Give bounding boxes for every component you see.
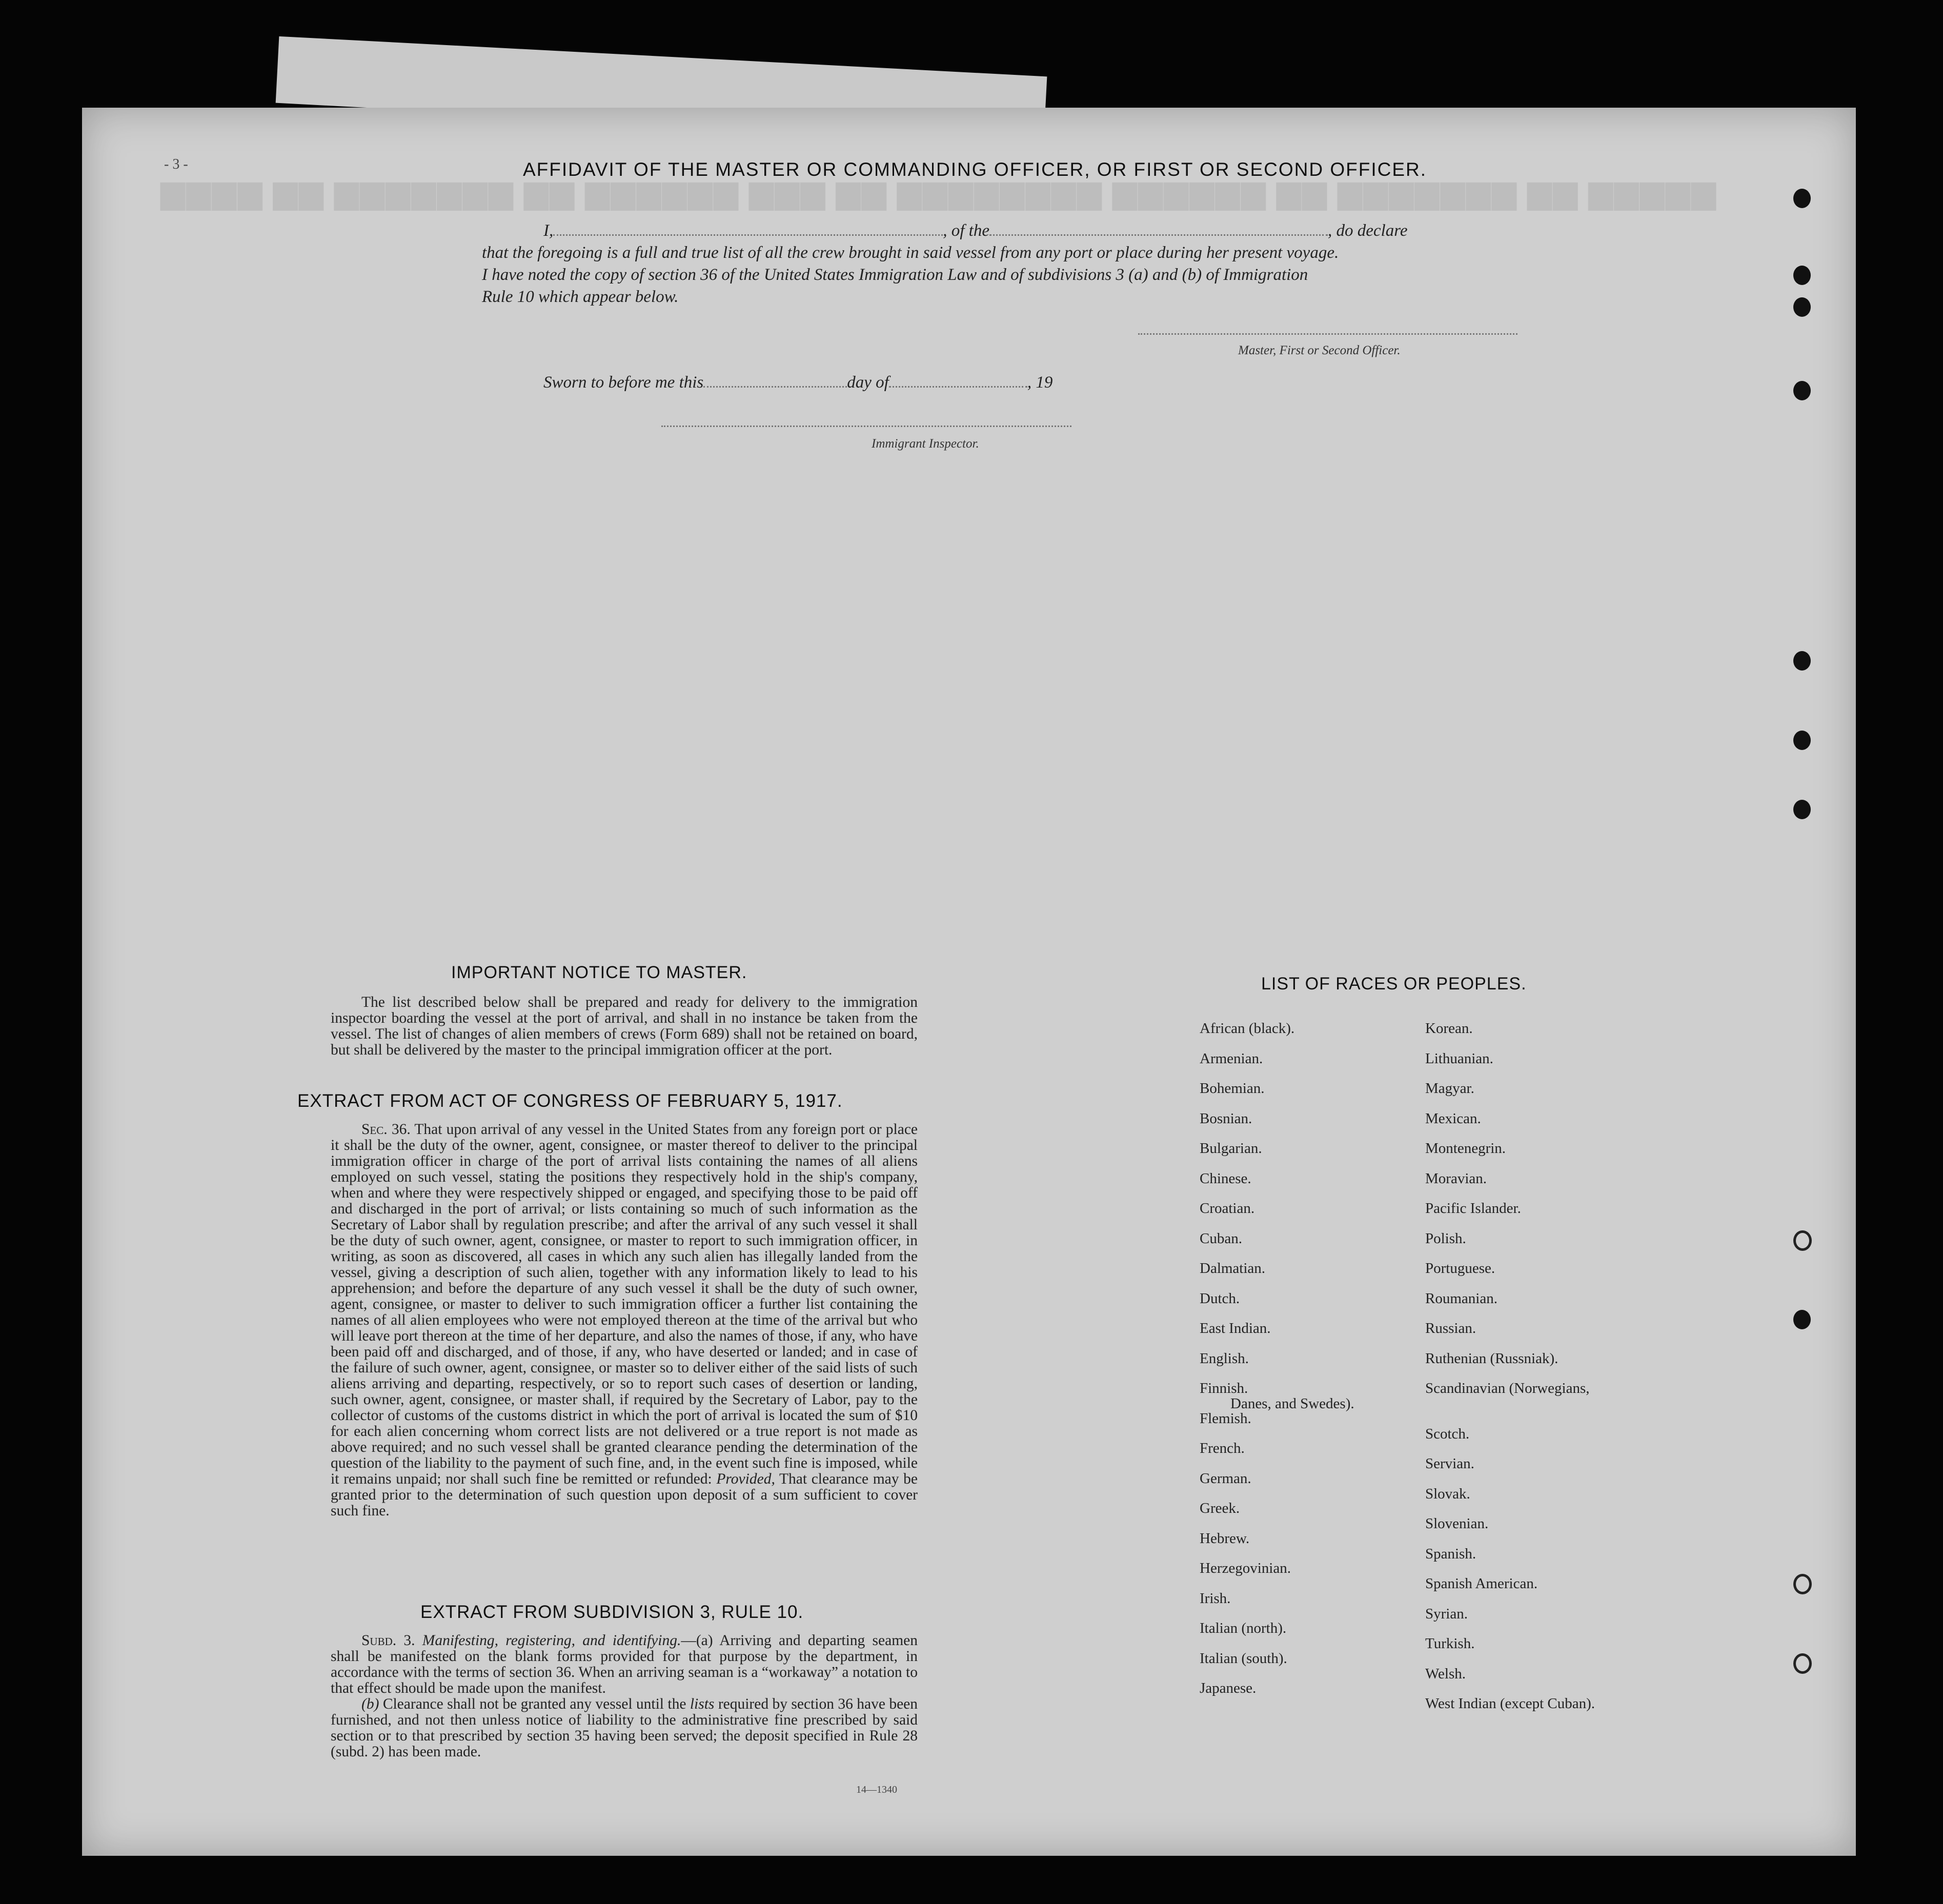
manifest-page <box>82 108 1856 1856</box>
race-item: Hebrew. <box>1200 1530 1250 1547</box>
race-item: Finnish. <box>1200 1380 1248 1396</box>
race-item: Bohemian. <box>1200 1080 1265 1097</box>
subd-label: Subd. 3. <box>361 1632 415 1649</box>
year-prefix: , 19 <box>1027 373 1053 392</box>
sworn-day-blank <box>703 386 847 388</box>
race-item: Polish. <box>1425 1230 1466 1247</box>
of-the-label: , of the <box>943 221 989 240</box>
race-item: Greek. <box>1200 1500 1240 1516</box>
race-item: Slovak. <box>1425 1485 1470 1502</box>
affidavit-line-1 <box>543 221 1407 240</box>
race-item: Herzegovinian. <box>1200 1560 1291 1576</box>
form-number: 14—1340 <box>856 1784 897 1795</box>
para-b-label: (b) <box>361 1696 379 1712</box>
punch-hole <box>1793 1310 1811 1329</box>
race-item: Irish. <box>1200 1590 1231 1607</box>
declarant-prefix: I, <box>543 221 554 240</box>
punch-hole <box>1793 1574 1812 1594</box>
race-item: Spanish. <box>1425 1545 1476 1562</box>
inspector-signature-label: Immigrant Inspector. <box>872 437 979 451</box>
punch-hole <box>1793 731 1811 750</box>
race-item: Scotch. <box>1425 1425 1470 1442</box>
proviso-text: That clearance may be granted prior to the determination of such question upon deposit of a sum sufficient to cover such fine. <box>331 1471 918 1519</box>
sworn-month-blank <box>889 386 1027 388</box>
declarant-name-blank <box>553 234 943 236</box>
affidavit-line-4: Rule 10 which appear below. <box>482 288 679 306</box>
race-item: Roumanian. <box>1425 1290 1497 1307</box>
para-b-text-2: required by section 36 have been furnished, and not then unless notice of liability to the administrative fine prescribed by said section or to that prescribed by section 35 having been served; the deposit specified in Rule 28 (subd. 2) has been made. <box>331 1696 918 1760</box>
race-item: Servian. <box>1425 1455 1474 1472</box>
race-item: Japanese. <box>1200 1680 1257 1696</box>
master-signature-line <box>1138 333 1517 335</box>
punch-hole <box>1793 1653 1812 1674</box>
rule-extract-text <box>331 1633 918 1760</box>
race-item: Croatian. <box>1200 1200 1255 1217</box>
race-item: Mexican. <box>1425 1110 1481 1127</box>
race-item: West Indian (except Cuban). <box>1425 1695 1595 1712</box>
race-item: Armenian. <box>1200 1050 1263 1067</box>
race-item: Welsh. <box>1425 1665 1466 1682</box>
race-item: Montenegrin. <box>1425 1140 1506 1157</box>
sworn-line <box>543 373 1053 392</box>
race-item: Korean. <box>1425 1020 1473 1037</box>
race-item: Italian (south). <box>1200 1650 1287 1667</box>
race-item: Chinese. <box>1200 1170 1251 1187</box>
race-item: Pacific Islander. <box>1425 1200 1521 1217</box>
race-item: Turkish. <box>1425 1635 1475 1652</box>
race-item: Cuban. <box>1200 1230 1242 1247</box>
race-item: Dalmatian. <box>1200 1260 1266 1277</box>
vessel-name-blank <box>989 234 1328 236</box>
race-item: Slovenian. <box>1425 1515 1489 1532</box>
race-item: Magyar. <box>1425 1080 1474 1097</box>
race-item: Scandinavian (Norwegians, <box>1425 1380 1590 1396</box>
sworn-label: Sworn to before me this <box>543 373 704 392</box>
punch-hole <box>1793 297 1811 317</box>
race-item: French. <box>1200 1440 1245 1456</box>
act-extract-text <box>331 1122 918 1519</box>
page-number: - 3 - <box>164 156 188 172</box>
race-item: Lithuanian. <box>1425 1050 1493 1067</box>
race-item: Flemish. <box>1200 1410 1251 1427</box>
punch-hole <box>1793 189 1811 208</box>
races-list <box>1200 1020 1764 1712</box>
race-item: Bosnian. <box>1200 1110 1252 1127</box>
para-b-lists: lists <box>690 1696 715 1712</box>
punch-hole <box>1793 800 1811 819</box>
section-label: Sec. 36. <box>361 1121 411 1138</box>
race-item: Moravian. <box>1425 1170 1487 1187</box>
rule-extract-title: EXTRACT FROM SUBDIVISION 3, RULE 10. <box>420 1602 804 1622</box>
punch-hole <box>1793 651 1811 671</box>
race-item: Bulgarian. <box>1200 1140 1262 1157</box>
inspector-signature-line <box>661 426 1071 427</box>
races-title: LIST OF RACES OR PEOPLES. <box>1261 974 1527 994</box>
subd-heading: Manifesting, registering, and identifying. <box>422 1632 681 1649</box>
do-declare-label: , do declare <box>1327 221 1408 240</box>
para-a-text: Arriving and departing seamen shall be manifested on the blank forms provided for that purpose by the department, in accordance with the terms of section 36. When an arriving seaman is a “workaway” a notation to that effect should be made upon the manifest. <box>331 1632 918 1696</box>
section-text: That upon arrival of any vessel in the United States from any foreign port or place it shall be the duty of the owner, agent, consignee, or master thereof to deliver to the principal immigration officer in charge of the port of arrival lists containing the names of all aliens employed on such vessel, stating the positions they respectively hold in the ship's company, when and where they were respectively shipped or engaged, and specifying those to be paid off and discharged in the port of arrival; or lists containing so much of such information as the Secretary of Labor shall by regulation prescribe; and after the arrival of any such vessel it shall be the duty of such owner, agent, consignee, or master to report to such immigration officer, in writing, as soon as discovered, all cases in which any such alien has illegally landed from the vessel, giving a description of such alien, together with any information likely to lead to his apprehension; and before the departure of any such vessel it shall be the duty of such owner, agent, consignee, or master to deliver to such immigration officer a further list containing the names of all alien employees who were not employed thereon at the time of the arrival but who will leave port thereon at the time of her departure, and also the names of those, if any, who have been paid off and discharged, and of those, if any, who have deserted or landed; and in case of the failure of such owner, agent, consignee, or master so to deliver either of the said lists of such aliens arriving and departing, respectively, or so to report such cases of desertion or landing, such owner, agent, consignee, or master shall, if required by the Secretary of Labor, pay to the collector of customs of the customs district in which the port of arrival is located the sum of $10 for each alien concerning whom correct lists are not delivered or a true report is not made as above required; and no such vessel shall be granted clearance pending the determination of the question of the liability to the payment of such fine, and, in the event such fine is imposed, while it remains unpaid; nor shall such fine be remitted or refunded: <box>331 1121 918 1487</box>
affidavit-line-2: that the foregoing is a full and true list of all the crew brought in said vessel from any port or place during her present voyage. <box>482 244 1339 262</box>
notice-title: IMPORTANT NOTICE TO MASTER. <box>451 963 747 982</box>
race-item: Danes, and Swedes). <box>1230 1395 1354 1412</box>
affidavit-title: AFFIDAVIT OF THE MASTER OR COMMANDING OFFICER, OR FIRST OR SECOND OFFICER. <box>523 159 1427 180</box>
para-a-label: —(a) <box>681 1632 713 1649</box>
day-of-label: day of <box>847 373 889 392</box>
race-item: English. <box>1200 1350 1249 1367</box>
punch-hole <box>1793 381 1811 400</box>
para-b-text-1: Clearance shall not be granted any vessel until the <box>382 1696 686 1712</box>
race-item: Russian. <box>1425 1320 1476 1336</box>
race-item: Syrian. <box>1425 1605 1468 1622</box>
race-item: Spanish American. <box>1425 1575 1538 1592</box>
race-item: German. <box>1200 1470 1251 1487</box>
proviso-word: Provided, <box>716 1471 775 1487</box>
affidavit-line-3: I have noted the copy of section 36 of the United States Immigration Law and of subdivisions 3 (a) and (b) of Immigration <box>482 266 1308 284</box>
punch-hole <box>1793 266 1811 285</box>
act-extract-title: EXTRACT FROM ACT OF CONGRESS OF FEBRUARY 5, 1917. <box>297 1091 843 1111</box>
race-item: African (black). <box>1200 1020 1295 1037</box>
race-item: Portuguese. <box>1425 1260 1495 1277</box>
race-item: Ruthenian (Russniak). <box>1425 1350 1559 1367</box>
bleed-through-title: ▆▆▆▆▆ ▆▆ ▆▆▆▆▆▆▆ ▆▆ ▆▆▆▆▆▆ ▆▆▆▆▆▆▆▆ ▆▆ ▆▆▆ ▆▆▆▆▆▆ ▆▆ ▆▆▆▆▆▆▆ ▆▆ ▆▆▆▆ <box>159 175 1715 209</box>
notice-text: The list described below shall be prepared and ready for delivery to the immigration inspector boarding the vessel at the port of arrival, and shall in no instance be taken from the vessel. The list of changes of alien members of crews (Form 689) shall not be retained on board, but shall be delivered by the master to the principal immigration officer at the port. <box>331 994 918 1058</box>
race-item: Italian (north). <box>1200 1620 1287 1636</box>
master-signature-label: Master, First or Second Officer. <box>1238 343 1401 357</box>
punch-hole <box>1793 1230 1812 1251</box>
race-item: East Indian. <box>1200 1320 1271 1336</box>
race-item: Dutch. <box>1200 1290 1240 1307</box>
